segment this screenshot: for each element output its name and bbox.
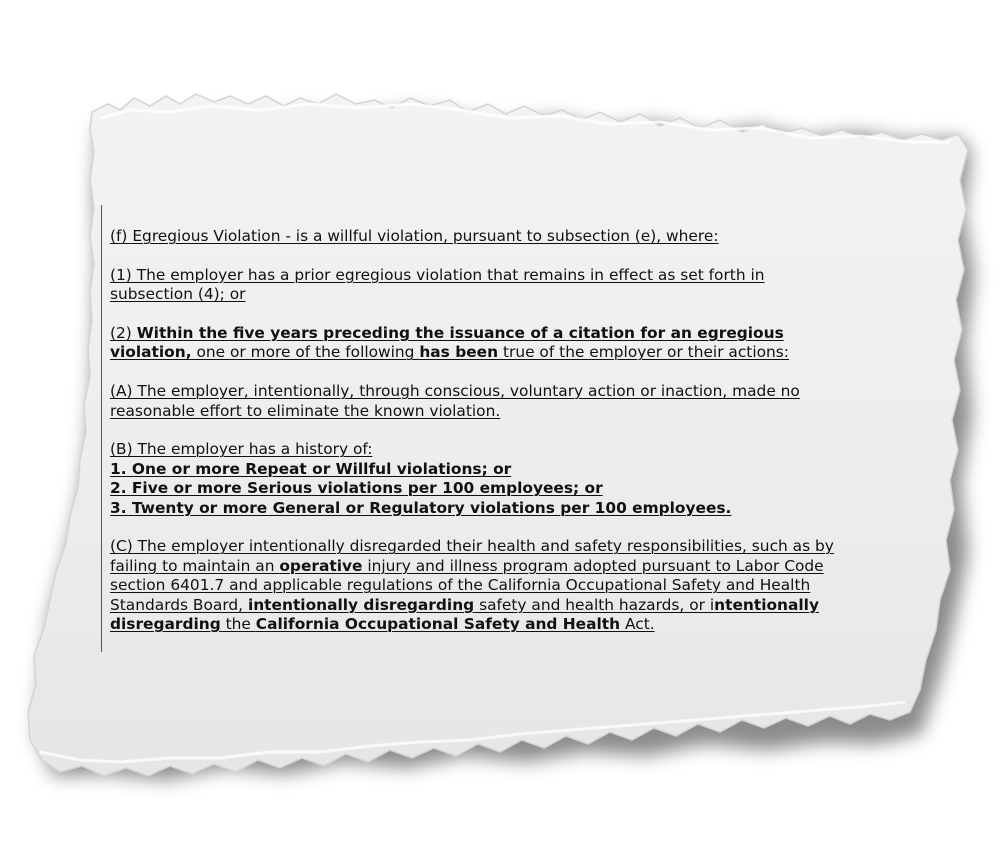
paragraph-c-line-4c: safety and health hazards, or i (474, 595, 715, 614)
paragraph-c-line-3: section 6401.7 and applicable regulations of the California Occupational Safety and Health (110, 576, 811, 595)
paragraph-c-line-5d: Act. (620, 615, 655, 634)
paragraph-c (110, 537, 880, 634)
paragraph-c-line-5b: the (220, 615, 256, 634)
paragraph-b-intro: (B) The employer has a history of: (110, 440, 373, 459)
paragraph-c-line-4d: ntentionally (714, 595, 819, 614)
paragraph-2-bold-2: violation, (110, 343, 192, 362)
paragraph-b-item-3: 3. Twenty or more General or Regulatory violations per 100 employees. (110, 498, 732, 517)
paragraph-1-line-1: (1) The employer has a prior egregious violation that remains in effect as set forth in (110, 265, 765, 284)
paragraph-2 (110, 324, 880, 363)
paragraph-b-item-2: 2. Five or more Serious violations per 100 employees; or (110, 479, 603, 498)
paragraph-c-line-2 (110, 557, 880, 576)
paragraph-c-line-2b: operative (279, 556, 363, 575)
paragraph-2-bold-3: has been (419, 343, 499, 362)
paragraph-2-line-1 (110, 324, 880, 343)
paragraph-c-line-2a: failing to maintain an (110, 556, 280, 575)
paragraph-c-line-5c: California Occupational Safety and Health (255, 615, 621, 634)
paragraph-c-line-1: (C) The employer intentionally disregarded their health and safety responsibilities, such as by (110, 537, 834, 556)
paragraph-c-line-5 (110, 615, 880, 634)
paragraph-2-bold-1: Within the five years preceding the issuance of a citation for an egregious (136, 324, 784, 342)
paragraph-c-line-4b: intentionally disregarding (247, 595, 475, 614)
paragraph-c-line-2c: injury and illness program adopted pursuant to Labor Code (362, 556, 824, 575)
regulation-text (110, 227, 880, 634)
paragraph-f-text: (f) Egregious Violation - is a willful violation, pursuant to subsection (e), where: (110, 227, 719, 245)
paragraph-f (110, 227, 880, 246)
paragraph-c-line-5a: disregarding (110, 615, 221, 634)
paragraph-b (110, 440, 880, 518)
paragraph-a-line-1: (A) The employer, intentionally, through conscious, voluntary action or inaction, made no (110, 382, 800, 401)
paragraph-a-line-2: reasonable effort to eliminate the known violation. (110, 401, 501, 420)
paragraph-a (110, 382, 880, 421)
paragraph-b-item-1: 1. One or more Repeat or Willful violations; or (110, 459, 512, 478)
paragraph-2-lead: (2) (110, 324, 137, 342)
paragraph-c-line-4a: Standards Board, (110, 595, 248, 614)
paragraph-2-mid: one or more of the following (191, 343, 420, 362)
margin-rule (101, 205, 102, 652)
paragraph-1 (110, 266, 880, 305)
paragraph-1-line-2: subsection (4); or (110, 285, 246, 304)
paragraph-2-tail: true of the employer or their actions: (498, 343, 789, 362)
paragraph-2-line-2 (110, 343, 880, 362)
paragraph-c-line-4 (110, 596, 880, 615)
